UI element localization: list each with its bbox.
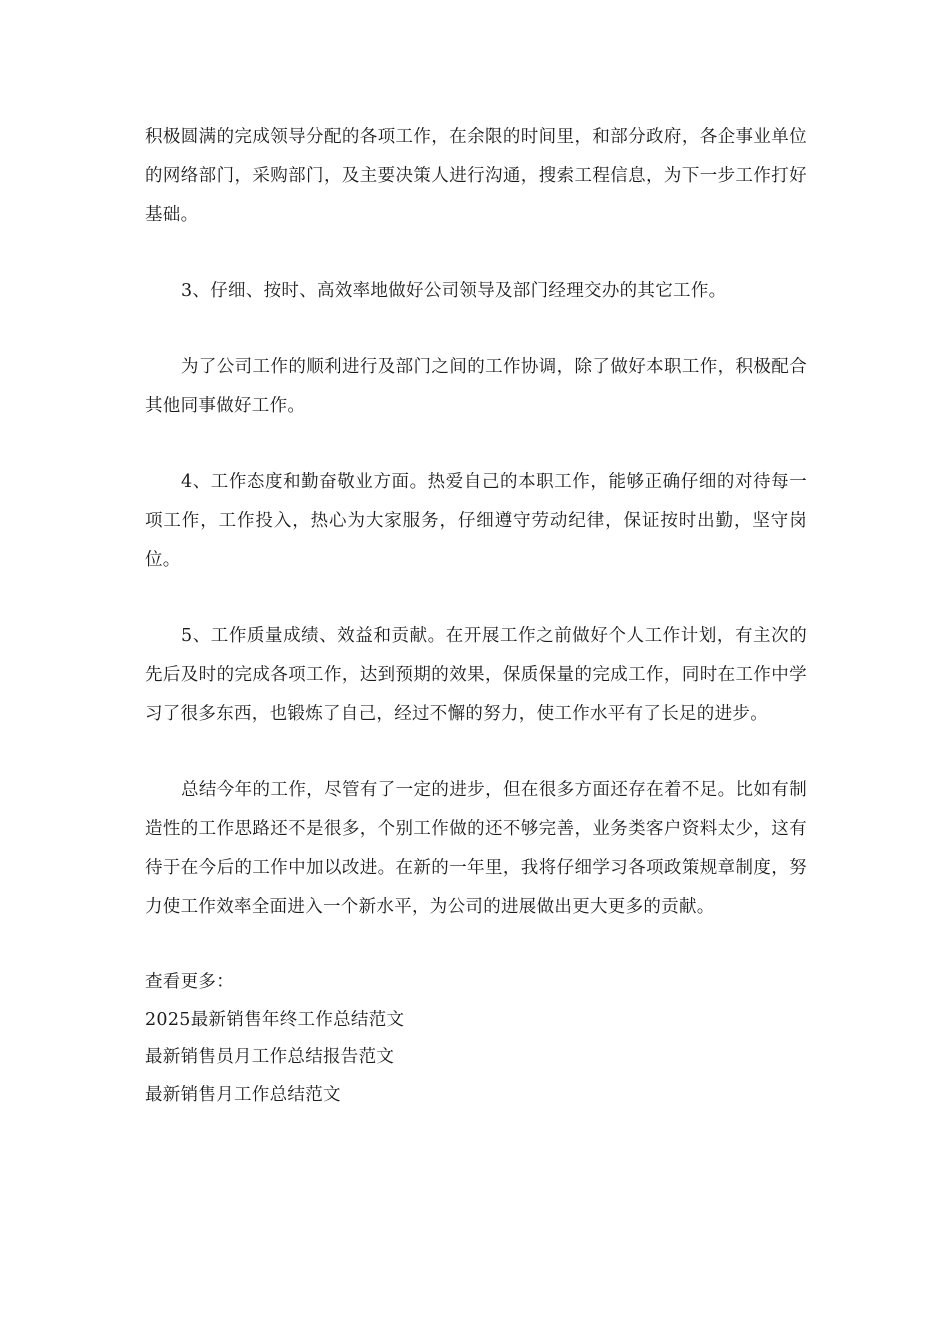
paragraph-summary: 总结今年的工作，尽管有了一定的进步，但在很多方面还存在着不足。比如有制造性的工作思路还不是很多，个别工作做的还不够完善，业务类客户资料太少，这有待于在今后的工作中加以改进。在新的一年里，我将仔细学习各项政策规章制度，努力使工作效率全面进入一个新水平，为公司的进展做出更大更多的贡献。 [145, 780, 807, 917]
paragraph-item-3: 3、仔细、按时、高效率地做好公司领导及部门经理交办的其它工作。 [181, 281, 727, 301]
see-more-link-3[interactable]: 最新销售月工作总结范文 [145, 1084, 341, 1105]
document-page [145, 118, 807, 1114]
see-more-section [145, 964, 807, 1114]
paragraph-cooperation: 为了公司工作的顺利进行及部门之间的工作协调，除了做好本职工作，积极配合其他同事做好工作。 [145, 357, 807, 416]
paragraph-continuation: 积极圆满的完成领导分配的各项工作，在余限的时间里，和部分政府，各企事业单位的网络部门，采购部门，及主要决策人进行沟通，搜索工程信息，为下一步工作打好基础。 [145, 127, 807, 225]
see-more-label: 查看更多： [145, 972, 234, 992]
paragraph-item-5: 5、工作质量成绩、效益和贡献。在开展工作之前做好个人工作计划，有主次的先后及时的完成各项工作，达到预期的效果，保质保量的完成工作，同时在工作中学习了很多东西，也锻炼了自己，经过不懈的努力，使工作水平有了长足的进步。 [145, 626, 807, 724]
see-more-link-2[interactable]: 最新销售员月工作总结报告范文 [145, 1047, 395, 1067]
see-more-link-1[interactable]: 2025最新销售年终工作总结范文 [145, 1009, 405, 1030]
paragraph-item-4: 4、工作态度和勤奋敬业方面。热爱自己的本职工作，能够正确仔细的对待每一项工作，工作投入，热心为大家服务，仔细遵守劳动纪律，保证按时出勤，坚守岗位。 [145, 472, 807, 570]
